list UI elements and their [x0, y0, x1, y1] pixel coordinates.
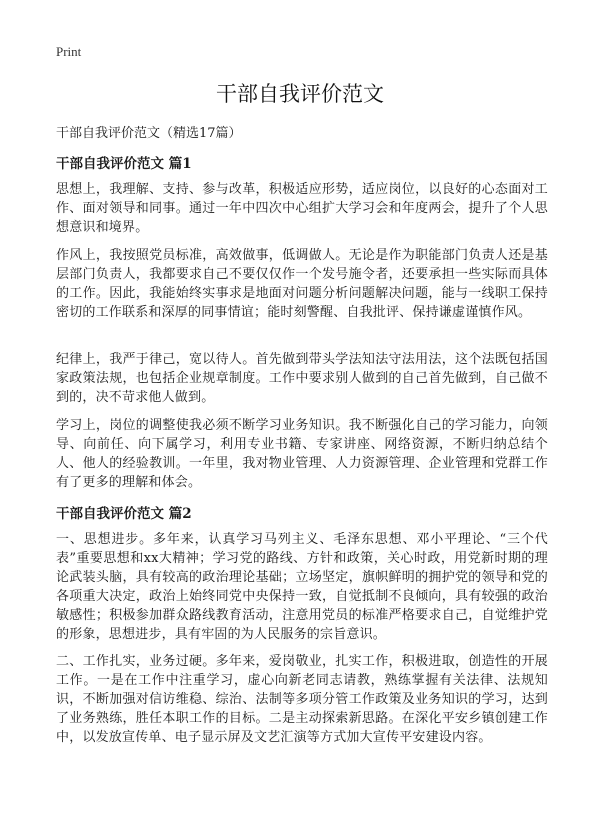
paragraph: 二、工作扎实，业务过硬。多年来，爱岗敬业，扎实工作，积极进取，创造性的开展工作。一是在工作中注重学习，虚心向新老同志请教，熟练掌握有关法律、法规知识，不断加强对信访维稳、综治、法制等多项分管工作政策及业务知识的学习，达到了业务熟练，胜任本职工作的目标。二是主动探索新思路。在深化平安乡镇创建工作中，以发放宣传单、电子显示屏及文艺汇演等方式加大宣传平安建设内容。 — [56, 654, 548, 745]
paragraph: 一、思想进步。多年来，认真学习马列主义、毛泽东思想、邓小平理论、“三个代表”重要思想和xx大精神；学习党的路线、方针和政策，关心时政，用党新时期的理论武装头脑，具有较高的政治理论基础；立场坚定，旗帜鲜明的拥护党的领导和党的各项重大决定，政治上始终同党中央保持一致，自觉抵制不良倾向，具有较强的政治敏感性；积极参加群众路线教育活动，注意用党员的标准严格要求自己，自觉维护党的形象，思想进步，具有牢固的为人民服务的宗旨意识。 — [56, 532, 548, 642]
print-link[interactable]: Print — [56, 44, 82, 59]
document-subtitle: 干部自我评价范文（精选17篇） — [56, 126, 242, 141]
section-heading-1: 干部自我评价范文 篇1 — [56, 156, 192, 172]
document-title: 干部自我评价范文 — [216, 82, 384, 106]
paragraph: 学习上，岗位的调整使我必须不断学习业务知识。我不断强化自己的学习能力，向领导、向前任、向下属学习，利用专业书籍、专家讲座、网络资源，不断归纳总结个人、他人的经验教训。一年里，我对物业管理、人力资源管理、企业管理和党群工作有了更多的理解和体会。 — [56, 418, 548, 490]
paragraph: 纪律上，我严于律己，宽以待人。首先做到带头学法知法守法用法，这个法既包括国家政策法规，也包括企业规章制度。工作中要求别人做到的自己首先做到，自己做不到的，决不苛求他人做到。 — [56, 352, 548, 405]
section-heading-2: 干部自我评价范文 篇2 — [56, 506, 192, 522]
paragraph: 作风上，我按照党员标准，高效做事，低调做人。无论是作为职能部门负责人还是基层部门负责人，我都要求自己不要仅仅作一个发号施令者，还要承担一些实际而具体的工作。因此，我能始终实事求是地面对问题分析问题解决问题，能与一线职工保持密切的工作联系和深厚的同事情谊；能时刻警醒、自我批评、保持谦虚谨慎作风。 — [56, 248, 548, 320]
paragraph: 思想上，我理解、支持、参与改革，积极适应形势，适应岗位，以良好的心态面对工作、面对领导和同事。通过一年中四次中心组扩大学习会和年度两会，提升了个人思想意识和境界。 — [56, 182, 548, 235]
